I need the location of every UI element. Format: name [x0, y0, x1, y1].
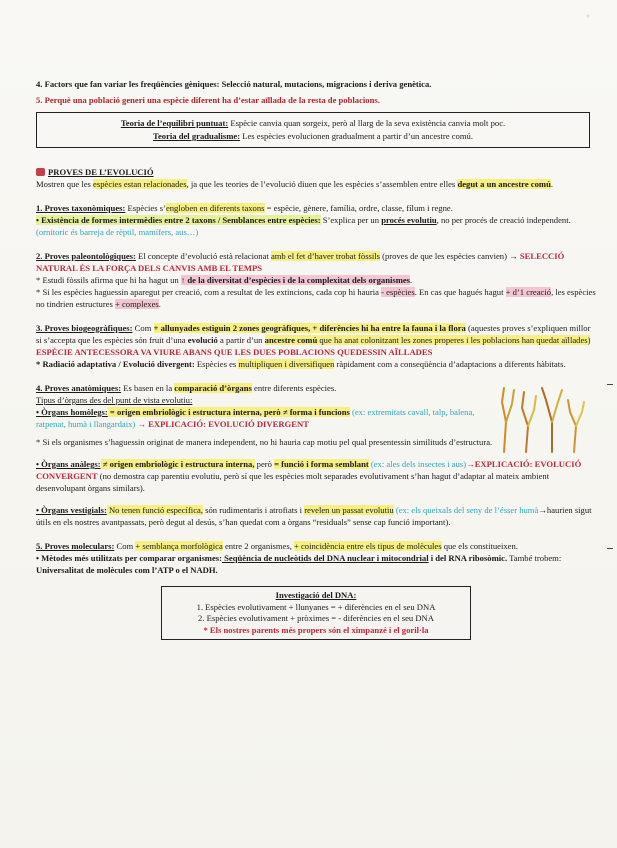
theory-gradualism: [43, 130, 583, 143]
dna-l3-text: * Els nostres parents més propers són el ximpanzé i el goril·la: [203, 624, 429, 635]
proof-paleontological: [36, 250, 596, 310]
notes-content: [36, 78, 596, 640]
p1-e-text: S’explica per un: [320, 215, 382, 225]
p2-h-text: * Si les espècies haguessin aparegut per creació, com a resultat de les extincions, cada cop hi hauria: [36, 287, 382, 297]
theories-gradualism_label-text: Teoria del gradualisme:: [153, 131, 241, 141]
p2-i-text: - espècies: [381, 287, 415, 297]
p4-an_c-text: = funció i forma semblant: [274, 459, 369, 469]
dna-research-box: [161, 586, 471, 640]
dna-l1-text: 1. Espècies evolutivament + llunyanes = + diferències en el seu DNA: [196, 601, 436, 612]
p4-an_f-text: (no demostra cap parentiu evolutiu, però sí que les espècies molt separades evolutivament s’han hagut d’adaptar al mateix ambient desenvolupant òrgans similars).: [36, 471, 550, 493]
p3-a-text: Com: [132, 323, 154, 333]
p2-j-text: . En cas que hagués hagut: [414, 287, 506, 297]
p4-hom_c-text: (ex: extremitats cavall, talp, balena, ratpenat, humà i llangardaix): [36, 407, 475, 429]
theory-punctuated: [43, 117, 583, 130]
p5-d-text: + coincidència entre els tipus de molècules: [294, 541, 442, 551]
p5-f-text: • Mètodes més utilitzats per comparar organismes:: [36, 553, 222, 563]
p4-b-text: comparació d’òrgans: [174, 383, 252, 393]
theories-punctuated_text-text: Espècie canvia quan sorgeix, però al llarg de la seva existència canvia molt poc.: [228, 118, 506, 128]
p2-e-text: * Estudi fòssils afirma que hi ha hagut un: [36, 275, 181, 285]
p1-c-text: = espècie, gènere, família, ordre, classe, fílum i regne.: [264, 203, 453, 213]
p4-label-text: 4. Proves anatòmiques:: [36, 383, 122, 393]
p3-k-text: multipliquen i diversifiquen: [238, 359, 335, 369]
p4-an_e-text: →EXPLICACIÓ: EVOLUCIÓ CONVERGENT: [36, 459, 582, 481]
p2-g-text: .: [410, 275, 413, 285]
p2-b-text: amb el fet d’haver trobat fòssils: [270, 251, 380, 261]
p4-hom_b-text: però ≠ forma i funcions: [261, 407, 350, 417]
proof-molecular: [36, 540, 596, 576]
p4-ve_c-text: revelen un passat evolutiu: [304, 505, 394, 515]
p4-hom_label-text: • Òrgans homòlegs:: [36, 407, 108, 417]
p1-f-text: procés evolutiu: [381, 215, 437, 225]
dna-l2-text: 2. Espècies evolutivament + pròximes = - diferències en el seu DNA: [198, 613, 434, 623]
p3-b-text: + allunyades estiguin 2 zones geogràfiques, + diferències hi ha entre la fauna i la flora: [153, 323, 466, 333]
p2-l-text: , les espècies no tindrien estructures: [36, 287, 596, 309]
p2-a-text: El concepte d’evolució està relacionat: [135, 251, 271, 261]
p1-a-text: Espècies s’: [125, 203, 166, 213]
p3-i-text: * Radiació adaptativa / Evolució divergent:: [36, 359, 195, 369]
p4-types-text: Tipus d’òrgans des del punt de vista evolutiu:: [36, 395, 193, 405]
p4-ve_label-text: • Òrgans vestigials:: [36, 505, 107, 515]
intro-a-text: Mostren que les: [36, 179, 94, 189]
p4-ve_d-text: (ex: els queixals del seny de l’ésser humà: [393, 505, 539, 515]
homologous-limbs-illustration: [496, 382, 588, 456]
p5-j-text: Universalitat de molècules com l’ATP o el NADH.: [36, 565, 218, 575]
p3-l-text: ràpidament com a conseqüència d’adaptacions a diferents hàbitats.: [334, 359, 566, 369]
p1-b-text: engloben en diferents taxons: [165, 203, 265, 213]
p3-f-text: ancestre comú: [264, 335, 318, 345]
page-mark: ●: [586, 12, 591, 20]
p2-label-text: 2. Proves paleontològiques:: [36, 251, 136, 261]
p4-ve_a-text: No tenen funció específica,: [106, 505, 203, 515]
proof-anatomical: [36, 382, 596, 528]
p2-d-text: SELECCIÓ NATURAL ÉS LA FORÇA DELS CANVIS AMB EL TEMPS: [36, 251, 565, 273]
section_title-text: PROVES DE L’EVOLUCIÓ: [48, 167, 154, 177]
p5-h-text: i del RNA ribosòmic.: [428, 553, 508, 563]
p1-g-text: , no per procés de creació independent.: [436, 215, 571, 225]
scan-mark: [607, 548, 613, 549]
theories-punctuated_label-text: Teoria de l’equilibri puntuat:: [120, 118, 229, 128]
p1-d-text: • Existència de formes intermèdies entre 2 taxons / Semblances entre espècies:: [36, 215, 321, 225]
intro-e-text: .: [550, 179, 554, 189]
p2-k-text: + d’1 creació: [505, 287, 552, 297]
scan-mark: [607, 384, 613, 385]
p5-b-text: + semblança morfològica: [135, 541, 223, 551]
section-title: [36, 166, 596, 178]
p4-ve_b-text: són rudimentaris i atrofiats i: [202, 505, 305, 515]
intro-c-text: , ja que les teories de l’evolució diuen que les espècies s’assemblen entre elles: [186, 179, 458, 189]
intro-d-text: degut a un ancestre comú: [457, 179, 551, 189]
p4-an_b-text: però: [254, 459, 275, 469]
p3-d-text: evolució: [187, 335, 218, 345]
p3-c-text: (aquestes proves s’expliquen millor si s’accepta que les espècies són fruit d’una: [36, 323, 591, 345]
p4-hom_a-text: = origen embriològic i estructura interna,: [107, 407, 262, 417]
q4-label-text: 4. Factors que fan variar les freqüències gèniques:: [36, 79, 220, 89]
p5-e-text: que els constitueixen.: [441, 541, 518, 551]
p3-e-text: a partir d’un: [217, 335, 265, 345]
p2-c-text: (proves de que les espècies canvien) →: [380, 251, 520, 261]
proof-biogeographic: [36, 322, 596, 370]
proof-taxonomic: [36, 202, 596, 238]
intro-text: [36, 178, 596, 190]
dna-title-text: Investigació del DNA:: [275, 590, 357, 600]
theories-box: [36, 112, 590, 148]
p4-an_label-text: • Òrgans anàlegs:: [36, 459, 101, 469]
question-5: 5. Perquè una població generi una espècie diferent ha d’estar aïllada de la resta de poblacions.: [36, 95, 380, 105]
p4-an_a-text: ≠ origen embriològic i estructura interna,: [100, 459, 255, 469]
p1-h-text: (ornitoric és barreja de rèptil, mamífers, aus…): [36, 227, 199, 237]
p4-c-text: entre diferents espècies.: [251, 383, 337, 393]
p3-j-text: Espècies es: [194, 359, 239, 369]
p4-an_d-text: (ex: ales dels insectes i aus): [368, 459, 467, 469]
p5-c-text: entre 2 organismes,: [222, 541, 294, 551]
p2-f-text: ↑ de la diversitat d’espècies i de la complexitat dels organismes: [180, 275, 411, 285]
p5-i-text: També trobem:: [507, 553, 562, 563]
p2-n-text: .: [158, 299, 161, 309]
p4-hom_e-text: * Si els organismes s’haguessin originat de manera independent, no hi hauria cap motiu pel qual presentessin similituds d’estructura.: [36, 437, 493, 447]
p3-g-text: que ha anat colonitzant les zones properes i les poblacions han quedat aïllades): [317, 335, 591, 345]
p2-m-text: + complexes: [115, 299, 159, 309]
p5-a-text: Com: [114, 541, 136, 551]
q4-text-text: Selecció natural, mutacions, migracions i deriva genètica.: [219, 79, 432, 89]
p5-g-text: Seqüència de nucleòtids del DNA nuclear i mitocondrial: [222, 553, 429, 563]
book-icon: [36, 168, 45, 176]
p4-ve_e-text: →haurien sigut útils en els nostres avantpassats, però degut al desús, s’han quedat com a òrgans “residuals” sense cap funció important).: [36, 505, 592, 527]
p3-h-text: ESPÈCIE ANTECESSORA VA VIURE ABANS QUE LES DUES POBLACIONS QUEDESSIN AÏLLADES: [36, 347, 433, 357]
theories-gradualism_text-text: Les espècies evolucionen gradualment a partir d’un ancestre comú.: [240, 131, 473, 141]
p4-hom_d-text: → EXPLICACIÓ: EVOLUCIÓ DIVERGENT: [135, 419, 309, 429]
intro-b-text: espècies estan relacionades: [93, 179, 187, 189]
p4-a-text: Es basen en la: [121, 383, 175, 393]
p3-label-text: 3. Proves biogeogràfiques:: [36, 323, 133, 333]
question-4: [36, 78, 596, 90]
p5-label-text: 5. Proves moleculars:: [36, 541, 115, 551]
p1-label-text: 1. Proves taxonòmiques:: [36, 203, 126, 213]
